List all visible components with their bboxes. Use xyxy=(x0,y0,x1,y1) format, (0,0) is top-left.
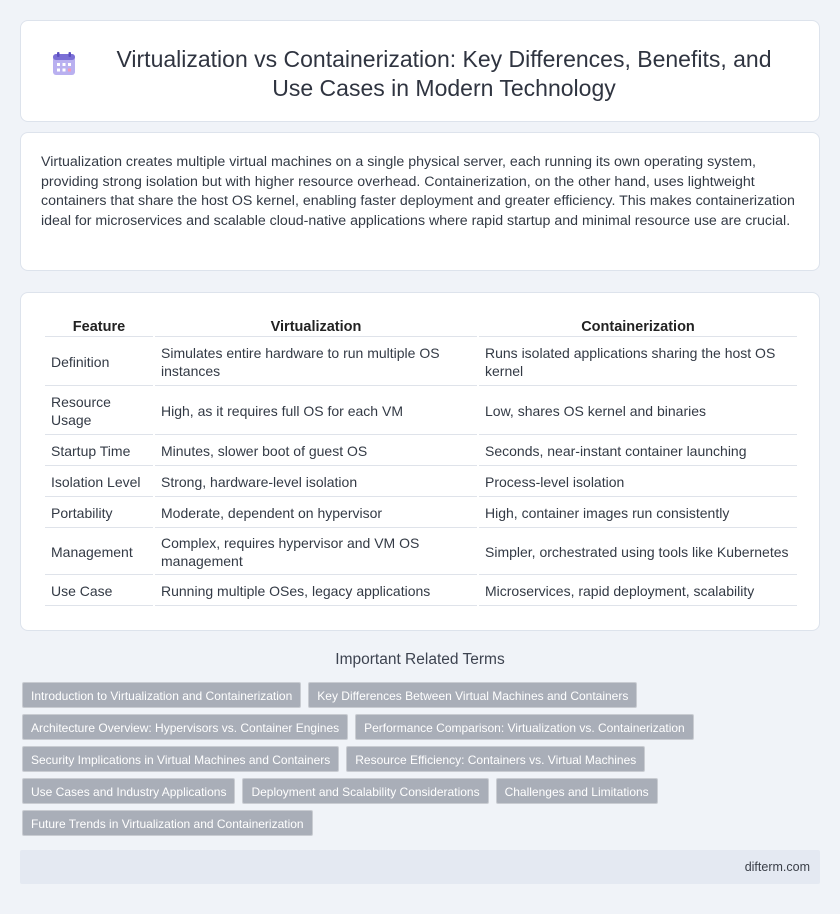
feature-cell: Isolation Level xyxy=(45,468,153,497)
page-title: Virtualization vs Containerization: Key Differences, Benefits, and Use Cases in Modern Technology xyxy=(116,46,772,101)
feature-cell: Resource Usage xyxy=(45,388,153,435)
table-header-row xyxy=(45,315,797,337)
containerization-cell: Seconds, near-instant container launching xyxy=(479,437,797,466)
related-term-link[interactable]: Security Implications in Virtual Machines and Containers xyxy=(22,746,339,772)
virtualization-cell: Strong, hardware-level isolation xyxy=(155,468,477,497)
comparison-table xyxy=(43,313,799,608)
intro-paragraph: Virtualization creates multiple virtual machines on a single physical server, each running its own operating system, providing strong isolation but with higher resource overhead. Containerization, on the other hand, uses lightweight containers that share the host OS kernel, enabling faster deployment and greater efficiency. This makes containerization ideal for microservices and scalable cloud-native applications where rapid startup and minimal resource use are crucial. xyxy=(41,154,795,229)
virtualization-cell: Simulates entire hardware to run multiple OS instances xyxy=(155,339,477,386)
virtualization-cell: Moderate, dependent on hypervisor xyxy=(155,499,477,528)
related-terms-heading: Important Related Terms xyxy=(335,651,505,668)
related-term-link[interactable]: Challenges and Limitations xyxy=(496,778,658,804)
containerization-cell: Runs isolated applications sharing the host OS kernel xyxy=(479,339,797,386)
column-header: Virtualization xyxy=(155,315,477,337)
column-header: Feature xyxy=(45,315,153,337)
related-term-link[interactable]: Architecture Overview: Hypervisors vs. Container Engines xyxy=(22,714,348,740)
related-term-link[interactable]: Deployment and Scalability Considerations xyxy=(242,778,488,804)
site-name[interactable]: difterm.com xyxy=(744,860,810,874)
table-row xyxy=(45,530,797,575)
related-term-link[interactable]: Key Differences Between Virtual Machines and Containers xyxy=(308,682,637,708)
related-term-link[interactable]: Resource Efficiency: Containers vs. Virtual Machines xyxy=(346,746,645,772)
table-row xyxy=(45,339,797,386)
related-term-link[interactable]: Future Trends in Virtualization and Containerization xyxy=(22,810,313,836)
virtualization-cell: Complex, requires hypervisor and VM OS management xyxy=(155,530,477,575)
feature-cell: Management xyxy=(45,530,153,575)
containerization-cell: Process-level isolation xyxy=(479,468,797,497)
footer xyxy=(20,850,820,884)
containerization-cell: High, container images run consistently xyxy=(479,499,797,528)
column-header: Containerization xyxy=(479,315,797,337)
related-terms-list xyxy=(22,682,722,842)
table-row xyxy=(45,437,797,466)
related-term-link[interactable]: Introduction to Virtualization and Containerization xyxy=(22,682,301,708)
virtualization-cell: Running multiple OSes, legacy applications xyxy=(155,577,477,606)
feature-cell: Use Case xyxy=(45,577,153,606)
related-term-link[interactable]: Performance Comparison: Virtualization vs. Containerization xyxy=(355,714,694,740)
table-row xyxy=(45,388,797,435)
intro-card xyxy=(20,132,820,271)
related-term-link[interactable]: Use Cases and Industry Applications xyxy=(22,778,235,804)
table-row xyxy=(45,468,797,497)
virtualization-cell: High, as it requires full OS for each VM xyxy=(155,388,477,435)
feature-cell: Startup Time xyxy=(45,437,153,466)
virtualization-cell: Minutes, slower boot of guest OS xyxy=(155,437,477,466)
comparison-card xyxy=(20,292,820,631)
feature-cell: Definition xyxy=(45,339,153,386)
containerization-cell: Low, shares OS kernel and binaries xyxy=(479,388,797,435)
containerization-cell: Simpler, orchestrated using tools like Kubernetes xyxy=(479,530,797,575)
calendar-grid-icon xyxy=(51,51,77,77)
table-row xyxy=(45,499,797,528)
title-card xyxy=(20,20,820,122)
feature-cell: Portability xyxy=(45,499,153,528)
containerization-cell: Microservices, rapid deployment, scalability xyxy=(479,577,797,606)
table-row xyxy=(45,577,797,606)
